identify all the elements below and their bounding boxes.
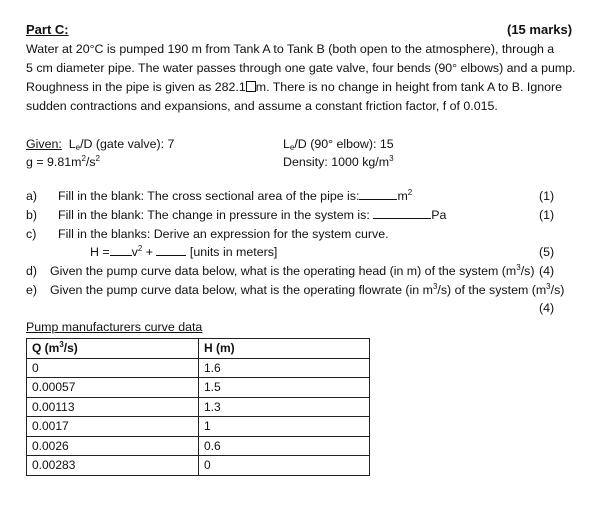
- expr-v: v: [131, 245, 138, 259]
- part-title: Part C:: [26, 22, 69, 37]
- question-d: [50, 264, 534, 278]
- intro-line-3b: m. There is no change in height from tank A to B. Ignore: [255, 80, 563, 94]
- intro-line-3a: Roughness in the pipe is given as 282.1: [26, 80, 246, 94]
- question-a-unit-sup: 2: [407, 188, 413, 197]
- intro-line-1: Water at 20°C is pumped 190 m from Tank A to Tank B (both open to the atmosphere), through a: [26, 42, 555, 56]
- table-row: [27, 358, 370, 378]
- question-b-text: Fill in the blank: The change in pressure in the system is:: [58, 208, 370, 222]
- given-elbow: [283, 137, 394, 151]
- density-text: Density: 1000 kg/m: [283, 155, 390, 169]
- question-e-marks: (4): [539, 301, 555, 315]
- question-a-text: Fill in the blank: The cross sectional area of the pipe is:: [58, 189, 360, 203]
- question-e-sup2: 3: [546, 282, 551, 291]
- g-tail-sup: 2: [95, 154, 100, 163]
- question-c-text: Fill in the blanks: Derive an expression for the system curve.: [58, 227, 389, 241]
- cell-q: 0.00283: [27, 456, 199, 476]
- ld-gate-prefix: L: [68, 137, 76, 151]
- table-row: [27, 456, 370, 476]
- cell-h: 1.5: [199, 378, 370, 398]
- expr-v-sup: 2: [137, 244, 143, 253]
- cell-q: 0.0017: [27, 417, 199, 437]
- given-gate-valve: [26, 137, 174, 151]
- question-c-expression: [90, 245, 277, 259]
- cell-h: 1: [199, 417, 370, 437]
- question-a-letter: a): [26, 189, 38, 203]
- question-b-marks: (1): [539, 208, 555, 222]
- answer-blank-b[interactable]: [373, 208, 431, 219]
- ld-gate-rest: /D (gate valve): 7: [80, 137, 175, 151]
- expr-units: [units in meters]: [189, 245, 278, 259]
- expr-h: H =: [90, 245, 110, 259]
- missing-glyph-box: [246, 81, 256, 92]
- question-b: [58, 208, 446, 222]
- question-b-unit: Pa: [431, 208, 447, 222]
- question-e-letter: e): [26, 283, 38, 297]
- ld-elbow-sub: e: [289, 143, 295, 152]
- table-title: Pump manufacturers curve data: [26, 320, 203, 334]
- col-header-q: [27, 339, 199, 359]
- cell-q: 0.00057: [27, 378, 199, 398]
- col-header-q-sup: 3: [59, 340, 64, 350]
- question-d-text: Given the pump curve data below, what is the operating head (in m) of the system (m: [50, 264, 517, 278]
- question-d-sup: 3: [516, 263, 521, 272]
- question-c-marks: (5): [539, 245, 555, 259]
- question-d-marks: (4): [539, 264, 555, 278]
- g-tail: /s: [85, 155, 96, 169]
- answer-blank-c1[interactable]: [110, 245, 132, 256]
- density-sup: 3: [389, 154, 394, 163]
- given-gravity: [26, 155, 100, 169]
- given-label: Given:: [26, 137, 62, 151]
- table-row: [27, 378, 370, 398]
- answer-blank-c2[interactable]: [156, 245, 186, 256]
- answer-blank-a[interactable]: [359, 189, 397, 200]
- cell-h: 1.3: [199, 397, 370, 417]
- col-header-q-text: Q (m: [32, 341, 60, 356]
- col-header-h: H (m): [199, 339, 370, 359]
- question-e-sup: 3: [432, 282, 438, 291]
- ld-gate-sub: e: [75, 143, 81, 152]
- question-e-mid: /s) of the system (m: [437, 283, 547, 297]
- question-e: [50, 283, 564, 297]
- question-a-marks: (1): [539, 189, 555, 203]
- cell-h: 0: [199, 456, 370, 476]
- question-d-tail: /s): [520, 264, 535, 278]
- expr-plus: +: [142, 245, 153, 259]
- cell-q: 0.00113: [27, 397, 199, 417]
- question-d-letter: d): [26, 264, 38, 278]
- g-sup: 2: [81, 154, 86, 163]
- g-text: g = 9.81m: [26, 155, 82, 169]
- table-header-row: [27, 339, 370, 359]
- table-row: [27, 417, 370, 437]
- pump-curve-table: [26, 338, 370, 476]
- table-row: [27, 397, 370, 417]
- ld-elbow-rest: /D (90° elbow): 15: [294, 137, 394, 151]
- table-row: [27, 436, 370, 456]
- intro-line-3: [26, 80, 562, 94]
- intro-line-4: sudden contractions and expansions, and assume a constant friction factor, f of 0.015.: [26, 99, 498, 113]
- question-c-letter: c): [26, 227, 37, 241]
- question-a-unit: m: [397, 189, 408, 203]
- cell-h: 0.6: [199, 436, 370, 456]
- col-header-q-tail: /s): [63, 341, 78, 356]
- cell-q: 0.0026: [27, 436, 199, 456]
- cell-h: 1.6: [199, 358, 370, 378]
- given-density: [283, 155, 394, 169]
- question-e-tail: /s): [550, 283, 565, 297]
- intro-line-2: 5 cm diameter pipe. The water passes through one gate valve, four bends (90° elbows) and a pump.: [26, 61, 576, 75]
- question-a: [58, 189, 412, 203]
- cell-q: 0: [27, 358, 199, 378]
- ld-elbow-prefix: L: [283, 137, 290, 151]
- question-b-letter: b): [26, 208, 38, 222]
- total-marks: (15 marks): [507, 22, 573, 37]
- question-e-text: Given the pump curve data below, what is the operating flowrate (in m: [50, 283, 433, 297]
